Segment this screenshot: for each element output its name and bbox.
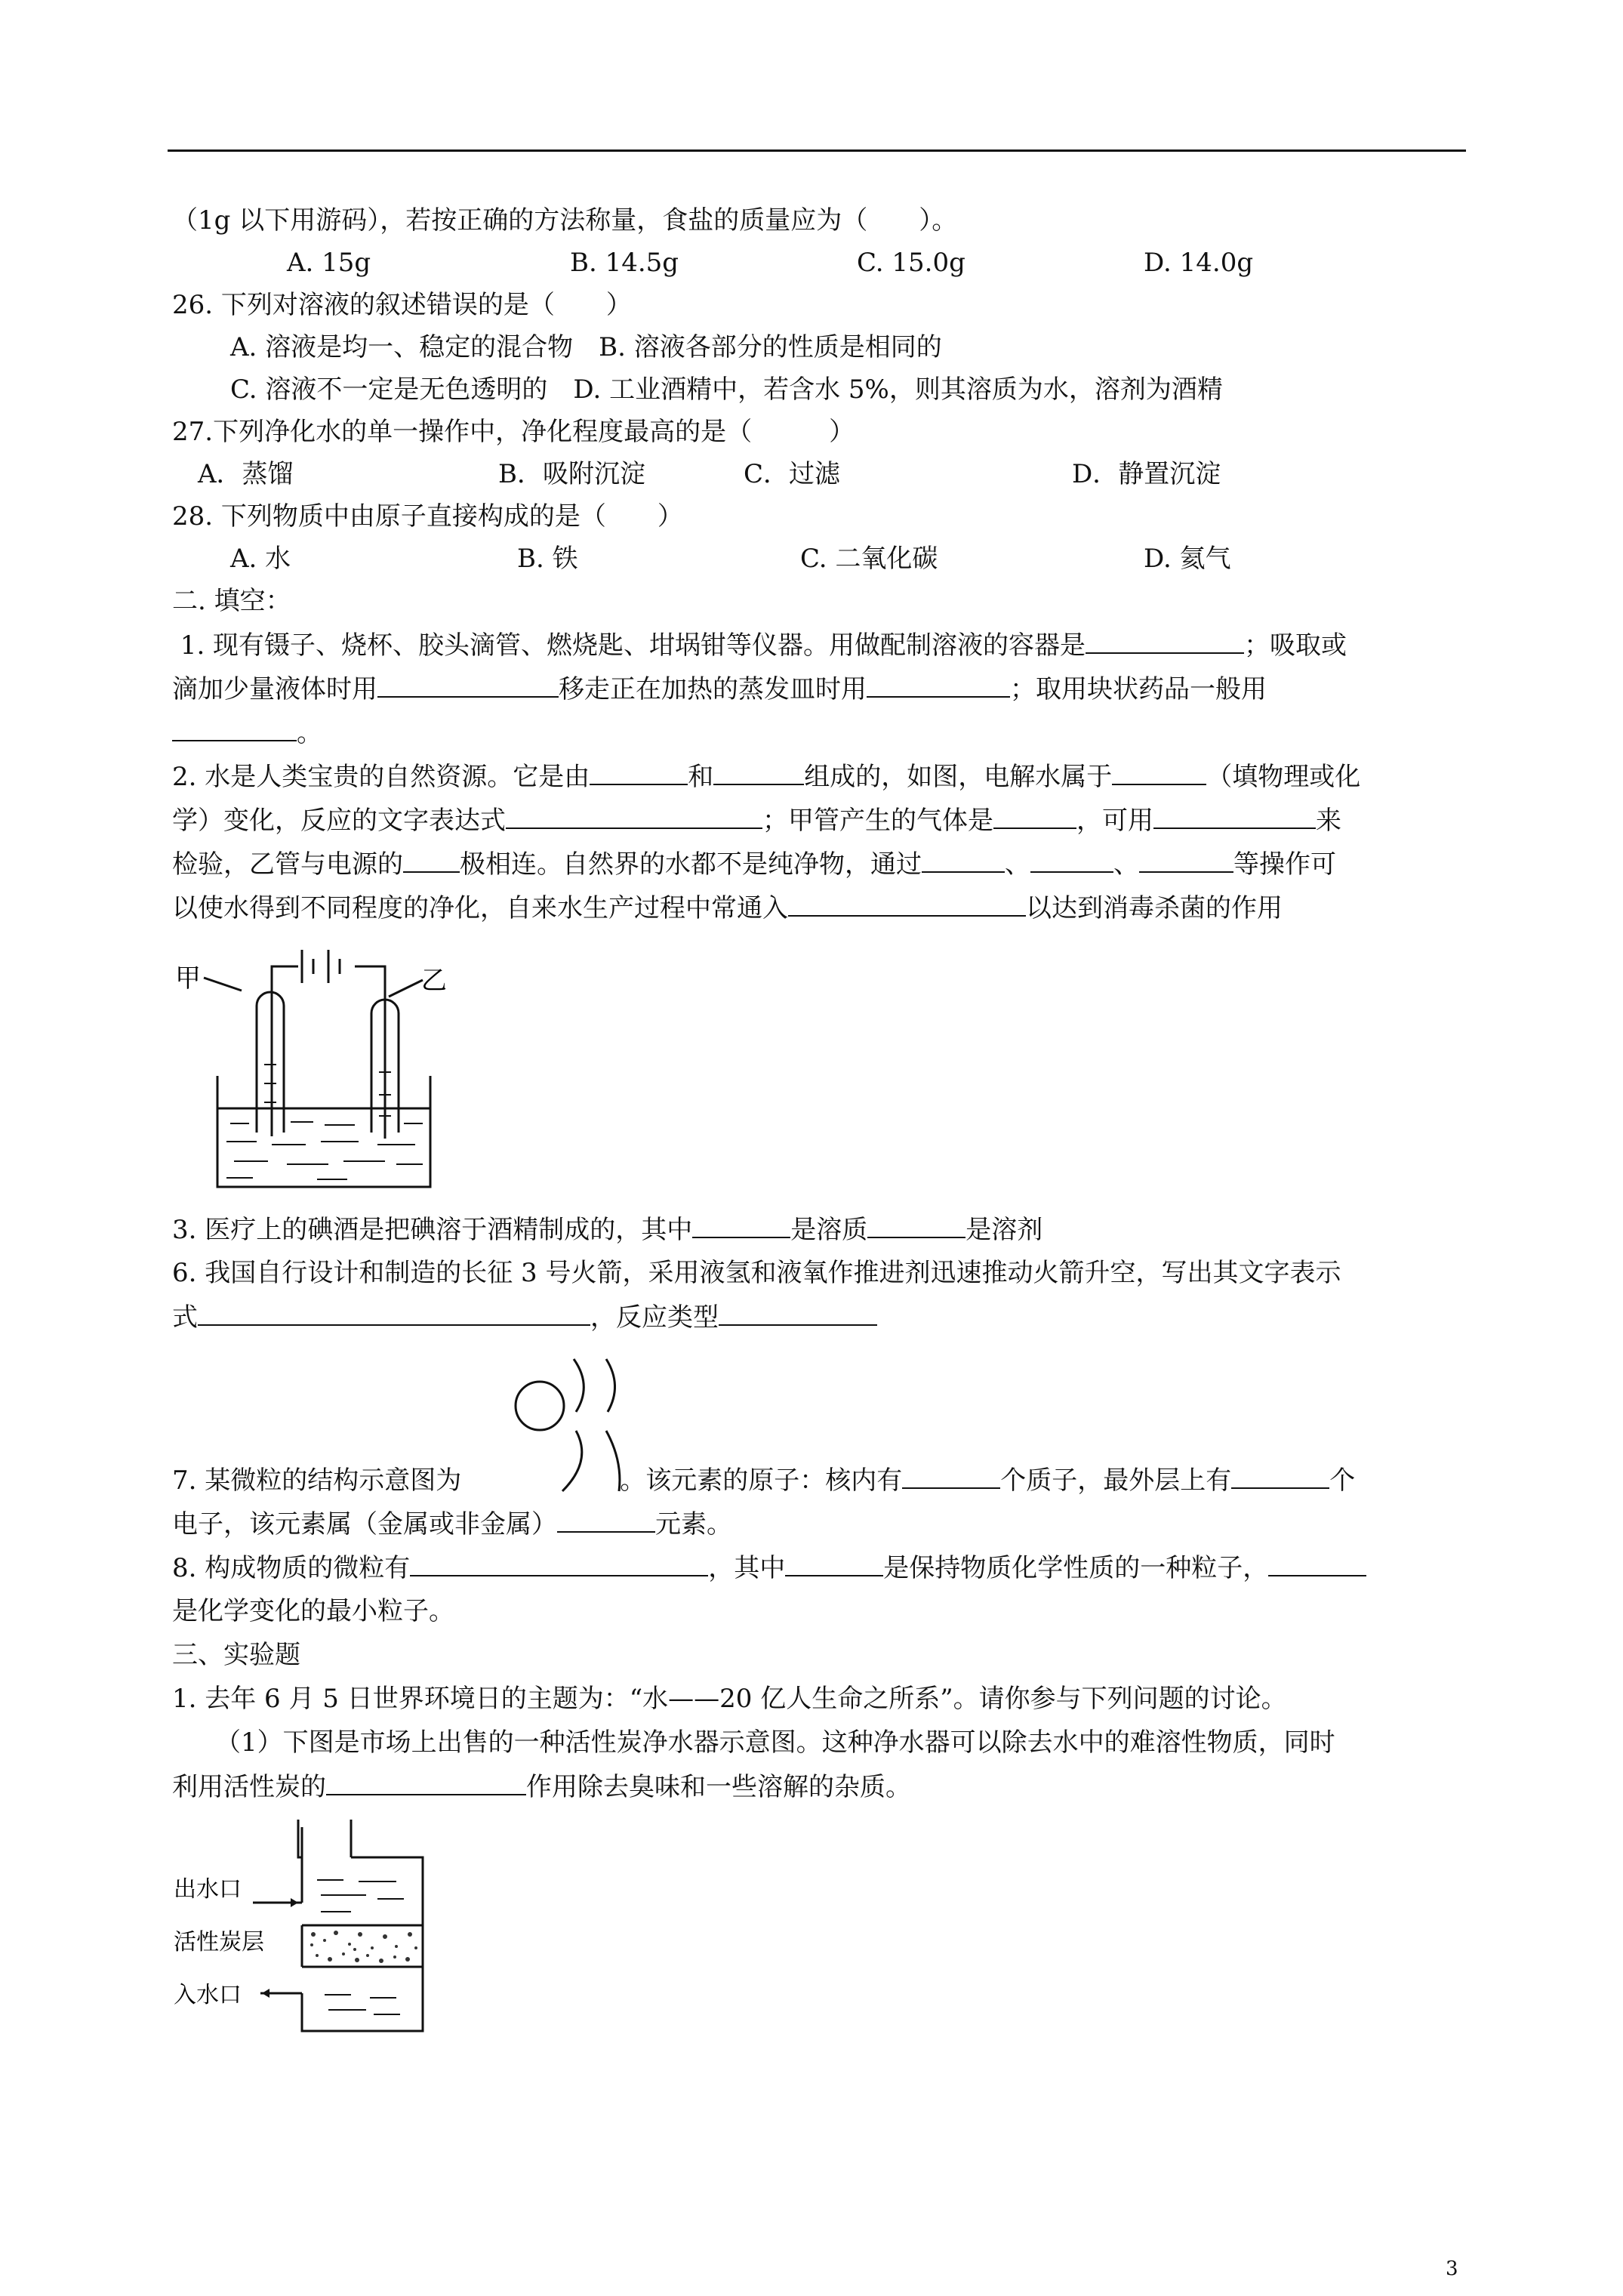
q25-tail: （1g 以下用游码），若按正确的方法称量，食盐的质量应为（ ）。 [172, 205, 958, 236]
fill-1-line-1: 1. 现有镊子、烧杯、胶头滴管、燃烧匙、坩埚钳等仪器。用做配制溶液的容器是 ；吸取或 [172, 630, 1347, 661]
fill-8-line-2: 是化学变化的最小粒子。 [172, 1596, 454, 1626]
q28-stem: 28. 下列物质中由原子直接构成的是（ ） [172, 501, 683, 532]
tube-label-yi: 乙 [421, 966, 447, 996]
q28-option-d: D. 氦气 [1144, 544, 1231, 574]
q25-option-a: A. 15g [287, 248, 371, 278]
q28-option-c: C. 二氧化碳 [800, 544, 938, 574]
header-rule [168, 149, 1466, 152]
section-2-title: 二. 填空： [172, 586, 291, 616]
q27-option-c: C．过滤 [744, 459, 841, 489]
q27-stem: 27.下列净化水的单一操作中，净化程度最高的是（ ） [172, 417, 855, 447]
inlet-label: 入水口 [174, 1982, 242, 2008]
fill-7-line-1: 7. 某微粒的结构示意图为 。该元素的原子：核内有 个质子，最外层上有 个 [172, 1465, 1356, 1496]
q27-option-d: D．静置沉淀 [1072, 459, 1221, 489]
fill-2-line-3: 检验，乙管与电源的 极相连。自然界的水都不是纯净物，通过 、 、 等操作可 [172, 849, 1336, 880]
page-number: 3 [1446, 2257, 1458, 2280]
experiment-1-stem: 1. 去年 6 月 5 日世界环境日的主题为：“水——20 亿人生命之所系”。请你参与下列问题的讨论。 [172, 1684, 1287, 1714]
fill-6-line-2: 式 ，反应类型 [172, 1302, 877, 1333]
fill-8-line-1: 8. 构成物质的微粒有 ，其中 是保持物质化学性质的一种粒子， [172, 1552, 1366, 1583]
q25-option-b: B. 14.5g [570, 248, 679, 278]
fill-3: 3. 医疗上的碘酒是把碘溶于酒精制成的，其中 是溶质 是溶剂 [172, 1215, 1043, 1245]
q27-option-b: B．吸附沉淀 [498, 459, 645, 489]
carbon-layer-label: 活性炭层 [174, 1929, 264, 1955]
q26-stem: 26. 下列对溶液的叙述错误的是（ ） [172, 290, 632, 320]
q25-option-d: D. 14.0g [1144, 248, 1254, 278]
fill-1-line-2: 滴加少量液体时用 移走正在加热的蒸发皿时用 ；取用块状药品一般用 [172, 674, 1267, 704]
experiment-1-sub-1-line-1: （1）下图是市场上出售的一种活性炭净水器示意图。这种净水器可以除去水中的难溶性物质，同时 [215, 1727, 1335, 1758]
fill-2-line-2: 学）变化，反应的文字表达式 ；甲管产生的气体是 ，可用 来 [172, 806, 1341, 836]
fill-2-line-1: 2. 水是人类宝贵的自然资源。它是由 和 组成的，如图，电解水属于 （填物理或化 [172, 762, 1361, 792]
section-3-title: 三、实验题 [172, 1640, 300, 1670]
water-purifier-diagram [170, 1820, 442, 2039]
fill-1-line-3: 。 [172, 717, 322, 748]
electrolysis-diagram [174, 944, 453, 1193]
fill-2-line-4: 以使水得到不同程度的净化，自来水生产过程中常通入 以达到消毒杀菌的作用 [172, 893, 1283, 923]
q25-option-c: C. 15.0g [857, 248, 965, 278]
q26-options-ab: A. 溶液是均一、稳定的混合物 B. 溶液各部分的性质是相同的 [230, 332, 942, 362]
tube-label-jia: 甲 [175, 963, 201, 994]
q28-option-b: B. 铁 [517, 544, 578, 574]
q26-options-cd: C. 溶液不一定是无色透明的 D. 工业酒精中，若含水 5%，则其溶质为水，溶剂为酒精 [230, 374, 1223, 405]
outlet-label: 出水口 [174, 1876, 242, 1903]
experiment-1-sub-1-line-2: 利用活性炭的 作用除去臭味和一些溶解的杂质。 [172, 1772, 911, 1802]
q28-option-a: A. 水 [230, 544, 291, 574]
fill-7-line-2: 电子，该元素属（金属或非金属） 元素。 [172, 1509, 732, 1539]
q27-option-a: A．蒸馏 [198, 459, 294, 489]
fill-6-line-1: 6. 我国自行设计和制造的长征 3 号火箭，采用液氢和液氧作推进剂迅速推动火箭升空，写出其文字表示 [172, 1258, 1341, 1288]
